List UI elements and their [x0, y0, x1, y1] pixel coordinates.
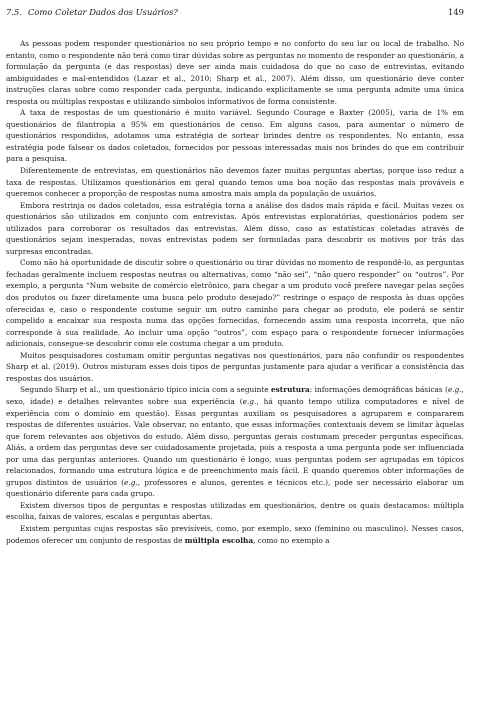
paragraph — [6, 200, 464, 258]
page-number: 149 — [448, 7, 464, 17]
bold-term: múltipla escolha — [184, 535, 254, 545]
body-text — [6, 38, 464, 546]
text-run: , sexo, idade) e detalhes relevantes sobre sua experiência ( — [6, 385, 464, 406]
text-run: : informações demográficas básicas ( — [309, 385, 448, 395]
text-run: A taxa de respostas de um questionário é muito variável. Segundo Courage e Baxter (2005), varia de 1% em questionários de filantropia a 95% em questionários de censo. Em alguns casos, para aumentar o número de questionários respondidos, adotamos uma estratégia de sortear brindes dentre os respondentes. No entanto, essa estratégia pode falsear os dados coletados, fornecidos por pessoas interessadas mais nos brindes do que em contribuir para a pesquisa. — [6, 108, 464, 164]
text-run: Embora restrinja os dados coletados, essa estratégia torna a análise dos dados mais rápida e fácil. Muitas vezes os questionários são utilizados em conjunto com entrevistas. Após entrevistas exploratórias, questionários podem ser utilizados para corroborar os resultados das entrevistas. Além disso, caso as estatísticas coletadas através de questionários sejam inesperadas, novas entrevistas podem ser formuladas para descobrir os motivos por trás das surpresas encontradas. — [6, 200, 464, 256]
paragraph — [6, 107, 464, 165]
italic-abbreviation: e.g. — [447, 385, 462, 395]
text-run: Diferentemente de entrevistas, em questionários não devemos fazer muitas perguntas abertas, porque isso reduz a taxa de respostas. Utilizamos questionários em geral quando temos uma boa noção das respostas mais prováveis e queremos conhecer a proporção de respostas numa amostra mais ampla da população de usuários. — [6, 166, 464, 199]
text-run: , como no exemplo a — [253, 535, 330, 545]
text-run: Segundo Sharp et al., um questionário típico inicia com a seguinte — [20, 385, 271, 395]
text-run: Como não há oportunidade de discutir sobre o questionário ou tirar dúvidas no momento de respondê-lo, as perguntas fechadas geralmente incluem respostas neutras ou alternativas, como “não sei”, “não quero responder” ou “outros”. Por exemplo, a pergunta “Num website de comércio eletrônico, para chegar a um produto você prefere navegar pelas seções dos produtos ou fazer diretamente uma busca pelo produto desejado?” restringe o espaço de resposta às duas opções oferecidas e, caso o respondente costume seguir um outro caminho para chegar ao produto, ele poderá se sentir compelido a encaixar sua resposta numa das opções fornecidas, fornecendo assim uma resposta incorreta, que não corresponde à sua realidade. Ao incluir uma opção “outros”, com espaço para o respondente fornecer informações adicionais, consegue-se descobrir como ele costuma chegar a um produto. — [6, 258, 464, 349]
italic-abbreviation: e.g. — [242, 396, 257, 406]
paragraph — [6, 350, 464, 385]
text-run: Muitos pesquisadores costumam omitir perguntas negativas nos questionários, para não confundir os respondentes Sharp et al. (2019). Outros misturam esses dois tipos de perguntas justamente para ajudar a verificar a consistência das respostas dos usuários. — [6, 350, 464, 383]
section-title: Como Coletar Dados dos Usuários? — [27, 7, 178, 17]
text-run: Existem diversos tipos de perguntas e respostas utilizadas em questionários, dentre os quais destacamos: múltipla escolha, faixas de valores, escalas e perguntas abertas. — [6, 500, 464, 522]
paragraph — [6, 500, 464, 523]
text-run: As pessoas podem responder questionários no seu próprio tempo e no conforto do seu lar ou local de trabalho. No entanto, como o respondente não terá como tirar dúvidas sobre as perguntas no momento de responder ao questionário, a formulação da pergunta (e das respostas) deve ser ainda mais cuidadosa do que no caso de entrevistas, evitando ambiguidades e mal-entendidos (Lazar et al., 2010; Sharp et al., 2007). Além disso, um questionário deve conter instruções claras sobre como responder cada pergunta, indicando explicitamente se uma pergunta admite uma única resposta ou múltiplas respostas e utilizando símbolos informativos de forma consistente. — [6, 39, 464, 106]
bold-term: estrutura — [271, 385, 310, 395]
paragraph — [6, 384, 464, 499]
paragraph — [6, 38, 464, 107]
text-run: , professores e alunos, gerentes e técnicos etc.), pode ser necessário elaborar um questionário diferente para cada grupo. — [6, 477, 464, 499]
italic-abbreviation: e.g. — [124, 477, 138, 487]
paragraph — [6, 523, 464, 546]
document-page — [6, 5, 464, 546]
paragraph — [6, 257, 464, 349]
text-run: , há quanto tempo utiliza computadores e nível de experiência com o domínio em questão). Essas perguntas auxiliam os pesquisadores a agruparem e compararem respostas de diferentes usuários. Vale observar, no entanto, que essas informações contextuais devem se limitar àquelas que forem relevantes aos objetivos do estudo. Além disso, perguntas gerais costumam preceder perguntas específicas. Aliás, a ordem das perguntas deve ser cuidadosamente projetada, pois a resposta a uma pergunta pode ser influenciada por uma das perguntas anteriores. Quando um questionário é longo, suas perguntas podem ser agrupadas em tópicos relacionados, formando uma estrutura lógica e de preenchimento mais fácil. E quando queremos obter informações de grupos distintos de usuários ( — [6, 396, 464, 487]
paragraph — [6, 165, 464, 200]
running-header — [6, 5, 464, 19]
section-number: 7.5. — [6, 7, 22, 17]
text-run: Existem perguntas cujas respostas são previsíveis, como, por exemplo, sexo (feminino ou masculino). Nesses casos, podemos oferecer um conjunto de respostas de — [6, 523, 464, 545]
